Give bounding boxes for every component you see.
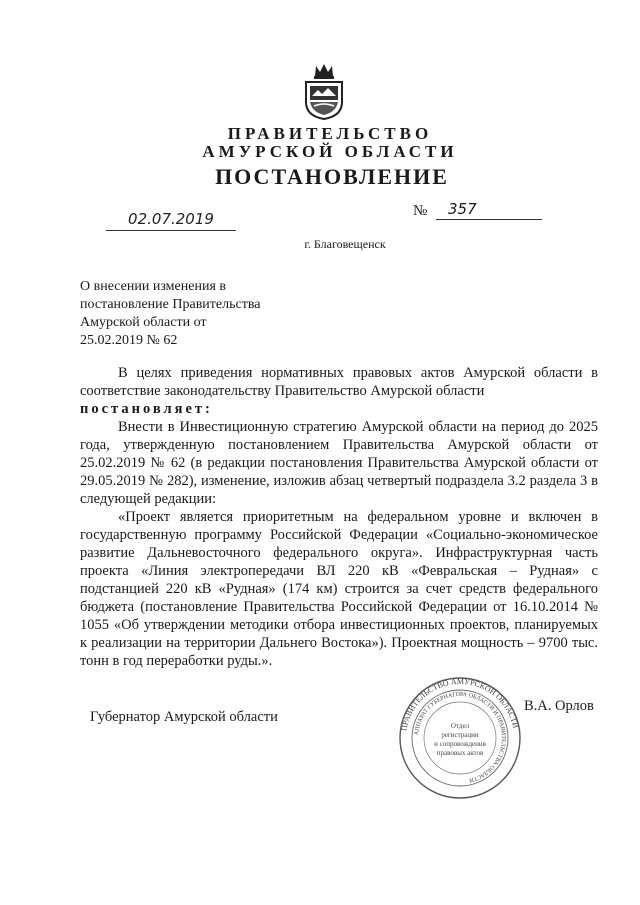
document-date: 02.07.2019 <box>106 210 236 231</box>
signer-title: Губернатор Амурской области <box>90 709 278 725</box>
subject-line: О внесении изменения в <box>80 279 226 294</box>
document-type-title: ПОСТАНОВЛЕНИЕ <box>215 164 449 189</box>
stamp-outer-path: ПРАВИТЕЛЬСТВО АМУРСКОЙ ОБЛАСТИ <box>399 676 521 732</box>
subject-line: Амурской области от <box>80 315 207 330</box>
intro-paragraph: В целях приведения нормативных правовых актов Амурской области в соответствие законодательству Правительство Амурской области <box>80 365 598 399</box>
subject-line: 25.02.2019 № 62 <box>80 333 178 348</box>
stamp-center-line: и сопровождения <box>434 740 486 748</box>
stamp-center-line: регистрации <box>441 731 479 739</box>
stamp-center-line: правовых актов <box>436 749 484 757</box>
government-title-line2: АМУРСКОЙ ОБЛАСТИ <box>202 142 458 161</box>
resolve-word: постановляет: <box>80 401 213 417</box>
signer-name: В.А. Орлов <box>524 698 594 714</box>
document-subject <box>80 278 340 350</box>
official-stamp <box>398 676 522 800</box>
subject-line: постановление Правительства <box>80 297 261 312</box>
clause-paragraph: Внести в Инвестиционную стратегию Амурской области на период до 2025 года, утвержденную постановлением Правительства Амурской области от 25.02.2019 № 62 (в редакции постановления Правительства Амурской области от 29.05.2019 № 282), изменение, изложив абзац четвертый подраздела 3.2 раздела 3 в следующей редакции: <box>80 419 598 507</box>
number-label: № <box>413 203 428 219</box>
coat-of-arms-icon <box>302 62 346 120</box>
government-title-line1: ПРАВИТЕЛЬСТВО <box>227 124 433 143</box>
quoted-text-paragraph: «Проект является приоритетным на федеральном уровне и включен в государственную программу Российской Федерации «Социально-экономическое развитие Дальневосточного федерального округа». Инфраструктурная часть проекта «Линия электропередачи ВЛ 220 кВ «Февральская – Рудная» с подстанцией 220 кВ «Рудная» (174 км) строится за счет средств федерального бюджета (постановление Правительства Российской Федерации от 16.10.2014 № 1055 «Об утверждении методики отбора инвестиционных проектов, планируемых к реализации на территории Дальнего Востока»). Проектная мощность – 9700 тыс. тонн в год переработки руды.». <box>80 509 598 669</box>
document-body <box>80 364 598 670</box>
stamp-center-line: Отдел <box>450 722 470 730</box>
city-name: г. Благовещенск <box>304 237 386 251</box>
document-number: 357 <box>436 200 542 220</box>
stamp-inner-path: АППАРАТ ГУБЕРНАТОРА ОБЛАСТИ И ПРАВИТЕЛЬСТВА ОБЛАСТИ <box>414 691 507 783</box>
